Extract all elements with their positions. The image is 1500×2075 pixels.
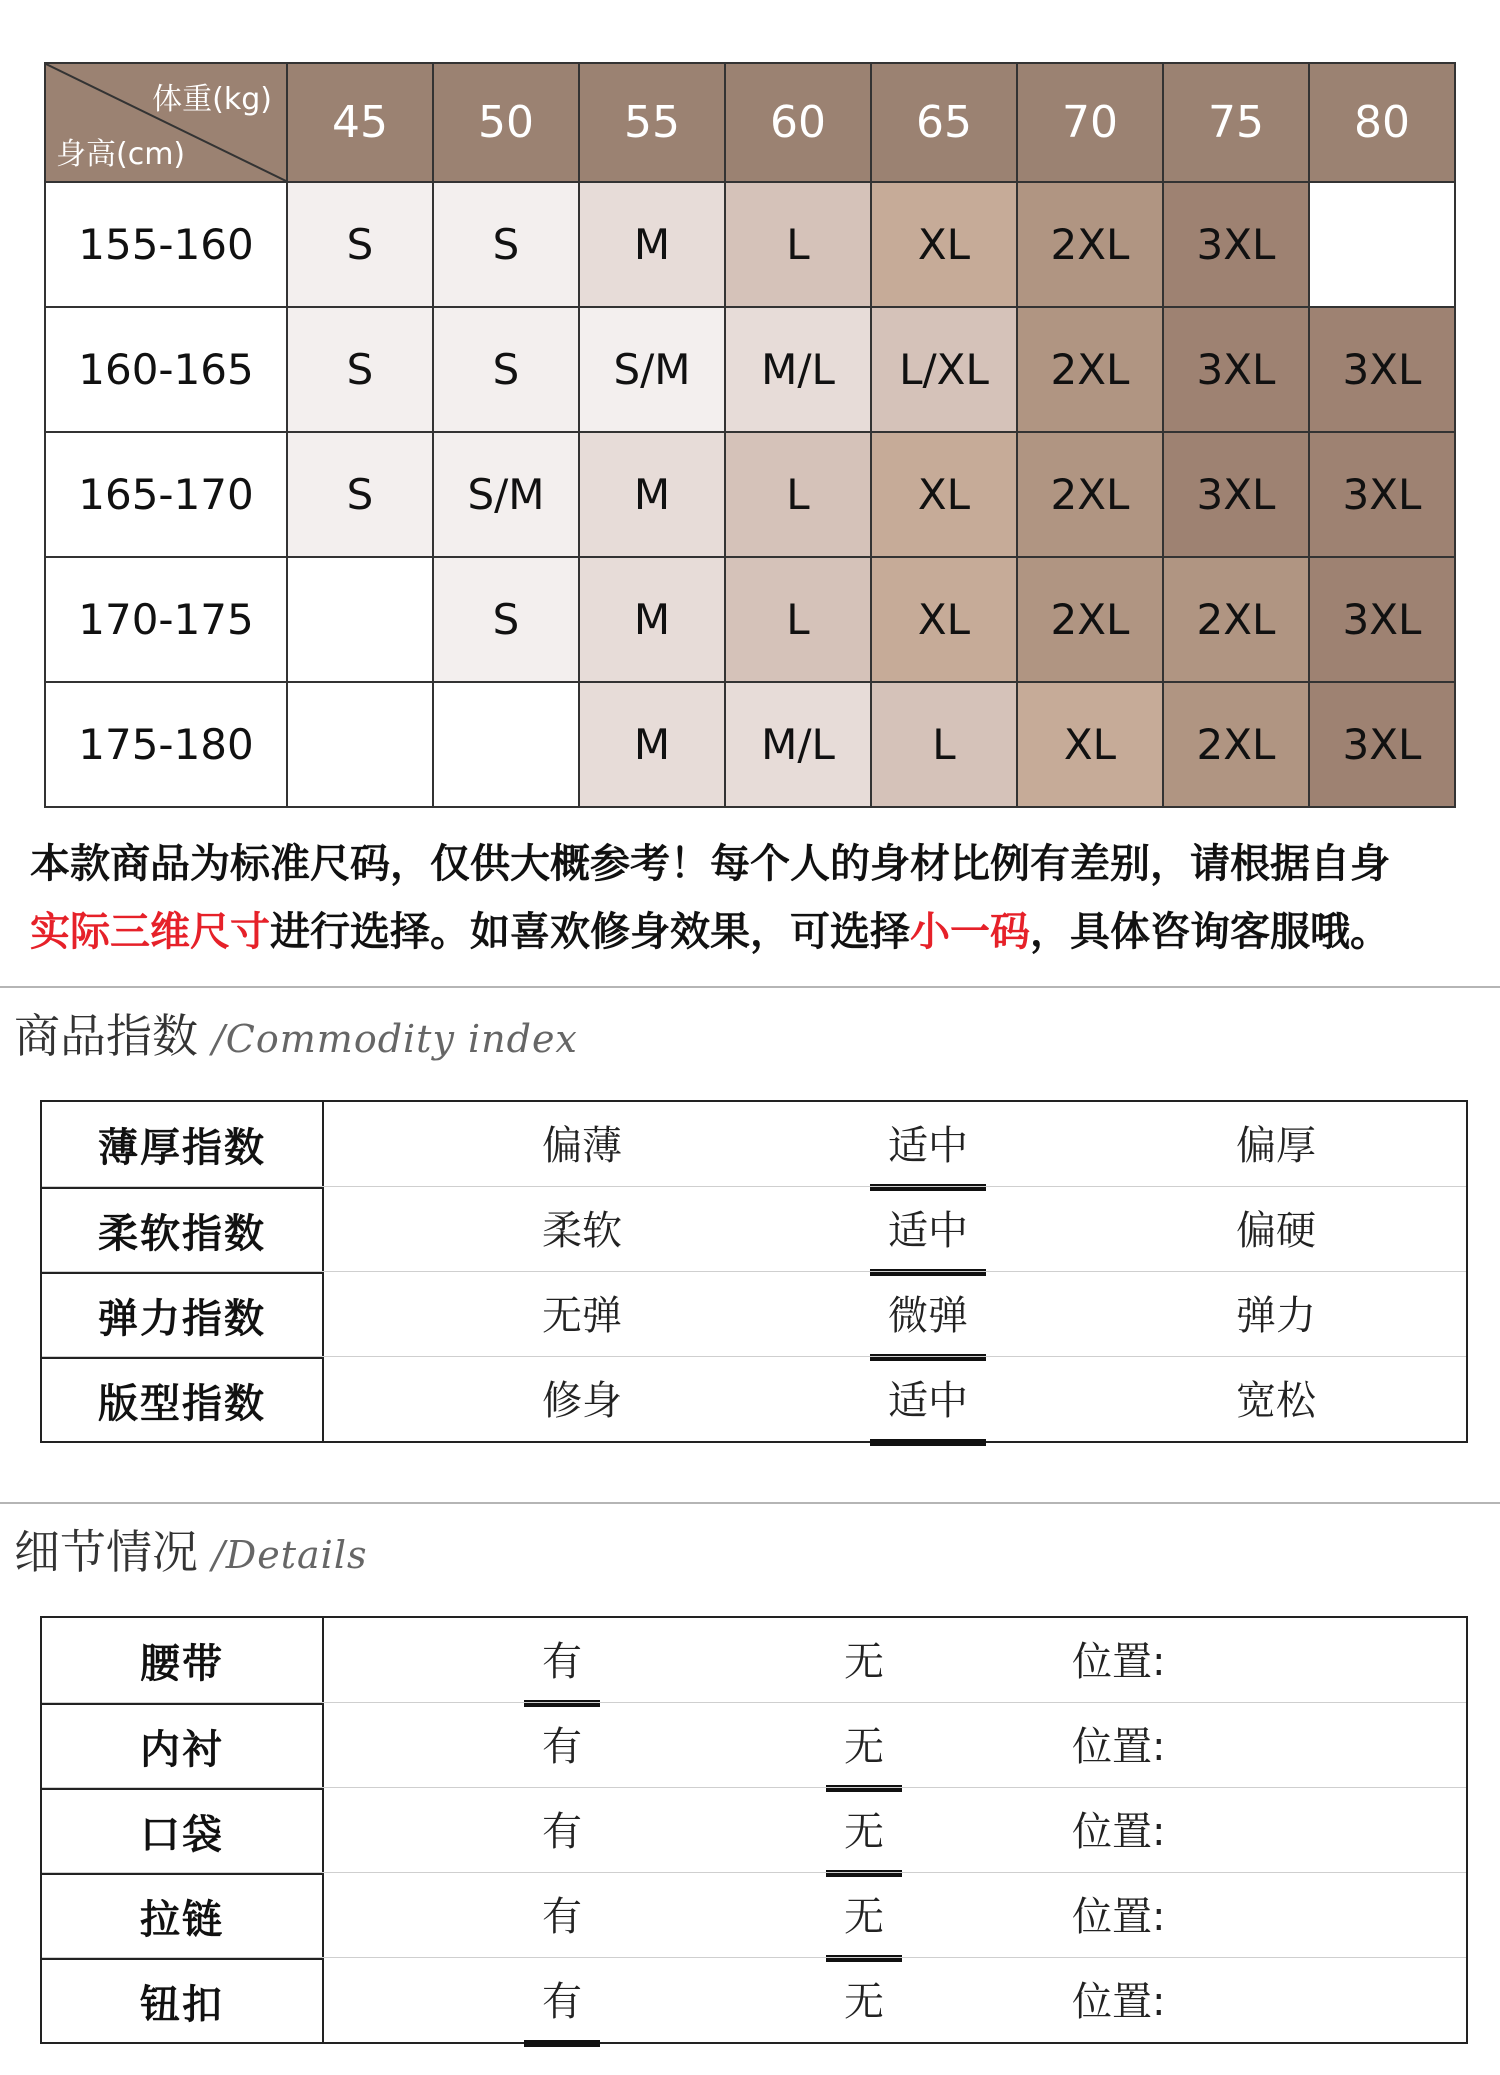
weight-header: 45 <box>287 63 433 182</box>
row-label: 拉链 <box>42 1873 324 1957</box>
option-label: 偏薄 <box>542 1122 622 1169</box>
option <box>512 1357 652 1441</box>
notice-highlight-measurements: 实际三维尺寸 <box>30 909 270 955</box>
size-cell: S/M <box>433 432 579 557</box>
option <box>1206 1102 1346 1186</box>
size-cell: 3XL <box>1309 557 1455 682</box>
row-label: 口袋 <box>42 1788 324 1872</box>
option <box>522 1873 602 1957</box>
size-cell: S <box>433 307 579 432</box>
option-label: 位置: <box>1072 1723 1166 1770</box>
size-cell: M <box>579 557 725 682</box>
size-cell: L <box>871 682 1017 807</box>
option-label: 偏硬 <box>1236 1207 1316 1254</box>
option-label: 位置: <box>1072 1978 1166 2025</box>
option-label: 有 <box>542 1630 582 1691</box>
size-cell: 3XL <box>1309 307 1455 432</box>
option-label: 无 <box>844 1885 884 1946</box>
selected-option <box>858 1272 998 1356</box>
row-label: 弹力指数 <box>42 1272 324 1356</box>
size-cell <box>1309 182 1455 307</box>
selected-option <box>824 1703 904 1787</box>
weight-header: 50 <box>433 63 579 182</box>
option <box>1206 1357 1346 1441</box>
details-table <box>40 1616 1468 2044</box>
size-cell: S/M <box>579 307 725 432</box>
weight-header: 60 <box>725 63 871 182</box>
size-chart-row <box>45 557 1455 682</box>
option <box>1072 1618 1212 1702</box>
height-range-cell: 165-170 <box>45 432 287 557</box>
index-row <box>42 1271 1466 1356</box>
option-label: 无弹 <box>542 1292 622 1339</box>
weight-header: 65 <box>871 63 1017 182</box>
option <box>512 1187 652 1271</box>
size-chart-header-row <box>45 63 1455 182</box>
option-label: 微弹 <box>888 1284 968 1345</box>
notice-text: 进行选择。如喜欢修身效果，可选择 <box>270 909 910 955</box>
size-cell: S <box>287 182 433 307</box>
option <box>522 1788 602 1872</box>
size-cell: L/XL <box>871 307 1017 432</box>
option-label: 适中 <box>888 1114 968 1175</box>
size-chart-row <box>45 182 1455 307</box>
option-label: 无 <box>844 1715 884 1776</box>
section-title-row <box>14 1000 1500 1066</box>
option <box>1072 1958 1212 2042</box>
option <box>1206 1272 1346 1356</box>
selected-option <box>824 1788 904 1872</box>
size-cell: XL <box>871 432 1017 557</box>
option-label: 位置: <box>1072 1638 1166 1685</box>
height-range-cell: 175-180 <box>45 682 287 807</box>
option <box>824 1618 904 1702</box>
size-cell: 2XL <box>1017 182 1163 307</box>
option <box>512 1102 652 1186</box>
option-label: 宽松 <box>1236 1377 1316 1424</box>
row-label: 柔软指数 <box>42 1187 324 1271</box>
size-cell <box>287 557 433 682</box>
weight-header: 80 <box>1309 63 1455 182</box>
size-cell: S <box>287 307 433 432</box>
option-label: 适中 <box>888 1199 968 1260</box>
commodity-index-table <box>40 1100 1468 1443</box>
size-cell: M <box>579 182 725 307</box>
detail-row <box>42 1618 1466 1702</box>
size-cell <box>433 682 579 807</box>
option-label: 偏厚 <box>1236 1122 1316 1169</box>
height-axis-label: 身高(cm) <box>56 137 186 172</box>
option <box>1072 1873 1212 1957</box>
selected-option <box>522 1618 602 1702</box>
section-divider <box>0 986 1500 988</box>
option-label: 无 <box>844 1800 884 1861</box>
details-header <box>0 1502 1500 1582</box>
selected-underline <box>870 1439 986 1446</box>
option <box>522 1703 602 1787</box>
notice-highlight-size-down: 小一码 <box>910 909 1030 955</box>
size-cell: 2XL <box>1017 307 1163 432</box>
weight-header: 55 <box>579 63 725 182</box>
selected-option <box>522 1958 602 2042</box>
size-cell <box>287 682 433 807</box>
size-chart-corner <box>45 63 287 182</box>
detail-row <box>42 1872 1466 1957</box>
size-cell: 3XL <box>1163 307 1309 432</box>
size-cell: M/L <box>725 307 871 432</box>
row-label: 腰带 <box>42 1618 324 1702</box>
weight-header: 75 <box>1163 63 1309 182</box>
size-chart-table <box>44 62 1456 808</box>
height-range-cell: 155-160 <box>45 182 287 307</box>
size-cell: 2XL <box>1163 557 1309 682</box>
notice-text-end: ，具体咨询客服哦。 <box>1030 909 1390 955</box>
size-cell: S <box>433 182 579 307</box>
size-cell: 3XL <box>1163 432 1309 557</box>
size-cell: XL <box>871 182 1017 307</box>
option-label: 有 <box>542 1970 582 2031</box>
height-range-cell: 160-165 <box>45 307 287 432</box>
commodity-index-header <box>0 986 1500 1066</box>
row-label: 钮扣 <box>42 1958 324 2042</box>
size-chart-body <box>45 182 1455 807</box>
option-label: 位置: <box>1072 1893 1166 1940</box>
size-cell: S <box>433 557 579 682</box>
size-cell: 2XL <box>1017 557 1163 682</box>
detail-row <box>42 1702 1466 1787</box>
option <box>1206 1187 1346 1271</box>
detail-row <box>42 1787 1466 1872</box>
option-label: 适中 <box>888 1369 968 1430</box>
row-label: 版型指数 <box>42 1357 324 1441</box>
size-cell: 3XL <box>1163 182 1309 307</box>
selected-option <box>858 1357 998 1441</box>
height-range-cell: 170-175 <box>45 557 287 682</box>
size-cell: S <box>287 432 433 557</box>
option-label: 位置: <box>1072 1808 1166 1855</box>
option <box>824 1958 904 2042</box>
option-label: 无 <box>844 1638 884 1685</box>
size-cell: L <box>725 182 871 307</box>
option <box>1072 1703 1212 1787</box>
selected-option <box>858 1102 998 1186</box>
size-cell: M <box>579 432 725 557</box>
size-cell: M/L <box>725 682 871 807</box>
weight-header: 70 <box>1017 63 1163 182</box>
index-row <box>42 1102 1466 1186</box>
section-divider <box>0 1502 1500 1504</box>
size-cell: XL <box>1017 682 1163 807</box>
option-label: 修身 <box>542 1377 622 1424</box>
size-cell: 3XL <box>1309 432 1455 557</box>
size-cell: L <box>725 557 871 682</box>
detail-row <box>42 1957 1466 2042</box>
details-subtitle: /Details <box>212 1533 368 1577</box>
size-cell: 2XL <box>1017 432 1163 557</box>
selected-underline <box>524 2040 600 2047</box>
row-label: 薄厚指数 <box>42 1102 324 1186</box>
option-label: 有 <box>542 1808 582 1855</box>
index-row <box>42 1186 1466 1271</box>
size-chart-row <box>45 682 1455 807</box>
size-cell: 2XL <box>1163 682 1309 807</box>
details-title: 细节情况 <box>14 1525 198 1579</box>
size-chart-row <box>45 432 1455 557</box>
option-label: 有 <box>542 1723 582 1770</box>
notice-line-2 <box>30 898 1480 966</box>
size-notice <box>30 830 1480 966</box>
section-title-row <box>14 1516 1500 1582</box>
size-cell: M <box>579 682 725 807</box>
notice-line-1: 本款商品为标准尺码，仅供大概参考！每个人的身材比例有差别，请根据自身 <box>30 841 1390 887</box>
option <box>1072 1788 1212 1872</box>
option-label: 柔软 <box>542 1207 622 1254</box>
size-cell: XL <box>871 557 1017 682</box>
commodity-index-title: 商品指数 <box>14 1009 198 1063</box>
option <box>512 1272 652 1356</box>
selected-option <box>824 1873 904 1957</box>
size-cell: 3XL <box>1309 682 1455 807</box>
selected-option <box>858 1187 998 1271</box>
row-label: 内衬 <box>42 1703 324 1787</box>
option-label: 无 <box>844 1978 884 2025</box>
size-chart-row <box>45 307 1455 432</box>
weight-axis-label: 体重(kg) <box>152 82 272 117</box>
commodity-index-subtitle: /Commodity index <box>212 1017 578 1061</box>
size-cell: L <box>725 432 871 557</box>
index-row <box>42 1356 1466 1441</box>
option-label: 弹力 <box>1236 1292 1316 1339</box>
option-label: 有 <box>542 1893 582 1940</box>
